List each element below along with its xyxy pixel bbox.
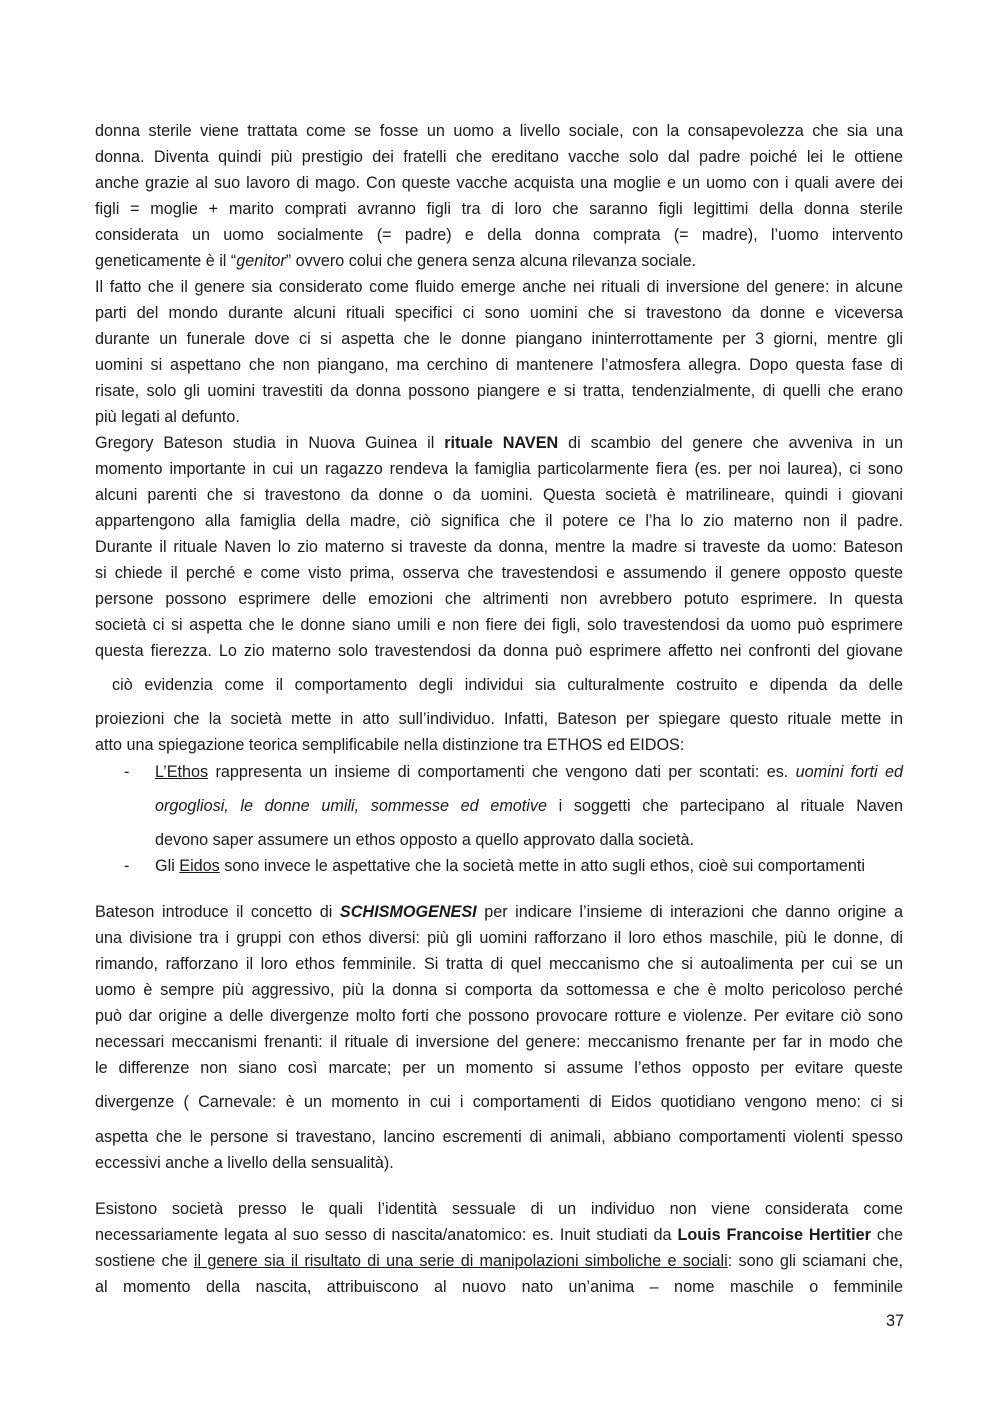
text-line: uomo è sempre più aggressivo, più la donna si comporta da sottomessa e che è molto pericoloso perché [95, 981, 903, 999]
text-line: ciò evidenzia come il comportamento degli individui sia culturalmente costruito e dipenda da delle [112, 676, 903, 694]
text-line: al momento della nascita, attribuiscono al nuovo nato un’anima – nome maschile o femminile [95, 1278, 903, 1296]
text-line: donna sterile viene trattata come se fosse un uomo a livello sociale, con la consapevolezza che sia una [95, 122, 903, 140]
text-line: eccessivi anche a livello della sensualità). [95, 1154, 394, 1172]
italic-term: genitor [236, 252, 286, 270]
text-line: divergenze ( Carnevale: è un momento in cui i comportamenti di Eidos quotidiano vengono meno: ci si [95, 1093, 903, 1111]
text-line: si chiede il perché e come visto prima, osserva che travestendosi e assumendo il genere opposto queste [95, 564, 903, 582]
text-line: geneticamente è il “genitor” ovvero colui che genera senza alcuna rilevanza sociale. [95, 252, 697, 270]
text-line: alcuni parenti che si travestono da donne o da uomini. Questa società è matrilineare, quindi i giovani [95, 486, 903, 504]
list-bullet: - [124, 763, 130, 781]
text-line: anche grazie al suo lavoro di mago. Con queste vacche acquista una moglie e un uomo con i quali avere dei [95, 174, 903, 192]
list-item: L’Ethos rappresenta un insieme di comportamenti che vengono dati per scontati: es. uomini forti ed [155, 763, 904, 781]
text-line: più legati al defunto. [95, 408, 240, 426]
bold-term: rituale NAVEN [444, 434, 559, 452]
underlined-term: il genere sia il risultato di una serie di manipolazioni simboliche e sociali [193, 1252, 728, 1270]
text-line: Esistono società presso le quali l’identità sessuale di un individuo non viene considerata come [95, 1200, 903, 1218]
text-line: sostiene che il genere sia il risultato di una serie di manipolazioni simboliche e sociali: sono gli sciamani che, [95, 1252, 903, 1270]
text-line: considerata un uomo socialmente (= padre) e della donna comprata (= madre), l’uomo intervento [95, 226, 903, 244]
text-line: uomini si aspettano che non piangano, ma cerchino di mantenere l’atmosfera allegra. Dopo questa fase di [95, 356, 903, 374]
text-line: Bateson introduce il concetto di SCHISMOGENESI per indicare l’insieme di interazioni che danno origine a [95, 903, 903, 921]
text-line: aspetta che le persone si travestano, lancino escrementi di animali, abbiano comportamenti violenti spesso [95, 1128, 903, 1146]
list-item-continuation: orgogliosi, le donne umili, sommesse ed emotive i soggetti che partecipano al rituale Naven [155, 797, 903, 815]
bold-term: Louis Francoise Hertitier [677, 1226, 871, 1244]
text-line: questa fierezza. Lo zio materno solo travestendosi da donna può esprimere affetto nei confronti del giovane [95, 642, 903, 660]
text-line: Il fatto che il genere sia considerato come fluido emerge anche nei rituali di inversione del genere: in alcune [95, 278, 903, 296]
text-line: durante un funerale dove ci si aspetta che le donne piangano ininterrottamente per 3 giorni, mentre gli [95, 330, 903, 348]
text-line: figli = moglie + marito comprati avranno figli tra di loro che saranno figli legittimi della donna sterile [95, 200, 903, 218]
page-number: 37 [885, 1312, 904, 1330]
text-line: necessariamente legata al suo sesso di nascita/anatomico: es. Inuit studiati da Louis Francoise Hertitier che [95, 1226, 903, 1244]
text-line: persone possono esprimere delle emozioni che altrimenti non avrebbero potuto esprimere. In questa [95, 590, 903, 608]
text-line: proiezioni che la società mette in atto sull’individuo. Infatti, Bateson per spiegare questo rituale mette in [95, 710, 903, 728]
list-item: Gli Eidos sono invece le aspettative che la società mette in atto sugli ethos, cioè sui comportamenti [155, 857, 865, 875]
text-line: parti del mondo durante alcuni rituali specifici ci sono uomini che si travestono da donne e viceversa [95, 304, 903, 322]
text-line: può dar origine a delle divergenze molto forti che possono provocare rotture e violenze. Per evitare ciò sono [95, 1007, 903, 1025]
text-line: risate, solo gli uomini travestiti da donna possono piangere e si tratta, tendenzialmente, di quelli che erano [95, 382, 903, 400]
list-item-continuation: devono saper assumere un ethos opposto a quello approvato dalla società. [155, 831, 695, 849]
text-line: rimando, rafforzano il loro ethos femminile. Si tratta di quel meccanismo che si autoalimenta per cui se un [95, 955, 903, 973]
bold-italic-term: SCHISMOGENESI [339, 903, 477, 921]
text-line: una divisione tra i gruppi con ethos diversi: più gli uomini rafforzano il loro ethos maschile, più le donne, di [95, 929, 903, 947]
text-line: Durante il rituale Naven lo zio materno si traveste da donna, mentre la madre si traveste da uomo: Bateson [95, 538, 903, 556]
underlined-term: Eidos [179, 857, 220, 875]
text-line: Gregory Bateson studia in Nuova Guinea il rituale NAVEN di scambio del genere che avveniva in un [95, 434, 903, 452]
text-line: donna. Diventa quindi più prestigio dei fratelli che ereditano vacche solo dal padre poiché lei le ottiene [95, 148, 903, 166]
text-line: momento importante in cui un ragazzo rendeva la famiglia particolarmente fiera (es. per noi laurea), ci sono [95, 460, 903, 478]
underlined-term: L’Ethos [155, 763, 209, 781]
text-line: le differenze non siano così marcate; per un momento si assume l’ethos opposto per evitare queste [95, 1059, 903, 1077]
text-line: società ci si aspetta che le donne siano umili e non fiere dei figli, solo travestendosi da uomo può esprimere [95, 616, 903, 634]
text-line: necessari meccanismi frenanti: il rituale di inversione del genere: meccanismo frenante per far in modo che [95, 1033, 903, 1051]
text-line: atto una spiegazione teorica semplificabile nella distinzione tra ETHOS ed EIDOS: [95, 736, 685, 754]
text-line: appartengono alla famiglia della madre, ciò significa che il potere ce l’ha lo zio materno non il padre. [95, 512, 903, 530]
list-bullet: - [124, 857, 130, 875]
